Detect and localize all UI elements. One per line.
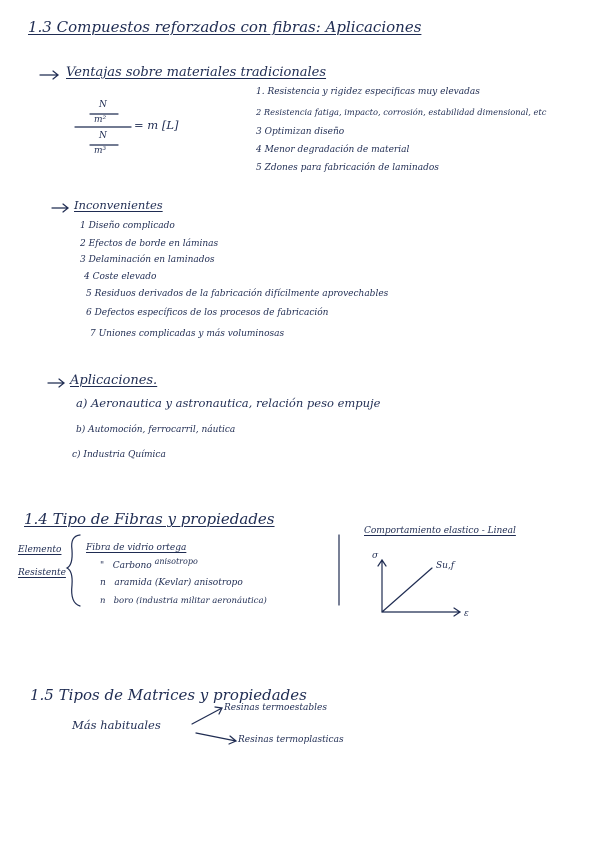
ventaja-item: 1. Resistencia y rigidez especificas muy elevadas xyxy=(256,87,480,97)
fiber-note: anisotropo xyxy=(154,557,198,566)
ventaja-item: 2 Resistencia fatiga, impacto, corrosión, estabilidad dimensional, etc xyxy=(256,107,547,117)
ventaja-item: 5 Zdones para fabricación de laminados xyxy=(256,163,439,173)
fraction-num-bottom: m² xyxy=(94,115,107,125)
fiber-row xyxy=(100,579,243,588)
aplicacion-item: b) Automoción, ferrocarril, náutica xyxy=(76,425,236,435)
inconveniente-item: 3 Delaminación en laminados xyxy=(80,255,215,265)
matrices-label: Más habituales xyxy=(72,718,161,732)
arrow-bullet-icon xyxy=(48,379,64,387)
aplicacion-item: c) Industria Química xyxy=(72,450,166,460)
section-1-4-heading: 1.4 Tipo de Fibras y propiedades xyxy=(24,510,275,528)
inconvenientes-title: Inconvenientes xyxy=(74,198,163,212)
inconveniente-item: 5 Residuos derivados de la fabricación difícilmente aprovechables xyxy=(86,289,389,299)
matrix-branch: Resinas termoplasticas xyxy=(238,735,344,745)
inconveniente-item: 7 Uniones complicadas y más voluminosas xyxy=(90,329,285,339)
fiber-mark: n xyxy=(100,596,106,606)
fraction-result: = m [L] xyxy=(134,118,179,132)
graph-point-label: Su,f xyxy=(436,561,455,571)
brace-icon xyxy=(67,535,80,606)
inconveniente-item: 1 Diseño complicado xyxy=(80,221,175,231)
aplicaciones-title: Aplicaciones. xyxy=(70,373,158,388)
fiber-row xyxy=(100,557,198,571)
inconveniente-item: 2 Efectos de borde en láminas xyxy=(80,239,219,249)
graph-title: Comportamiento elastico - Lineal xyxy=(364,526,516,536)
fiber-text: aramida (Kevlar) anisotropo xyxy=(114,578,243,588)
fraction-den-bottom: m³ xyxy=(94,146,107,156)
fraction-den-top: N xyxy=(99,131,107,141)
fiber-row xyxy=(86,544,186,553)
section-1-5-heading: 1.5 Tipos de Matrices y propiedades xyxy=(30,686,307,704)
section-1-3-heading: 1.3 Compuestos reforzados con fibras: Aplicaciones xyxy=(28,18,422,36)
arrow-bullet-icon xyxy=(40,71,58,79)
aplicacion-item: a) Aeronautica y astronautica, relación peso empuje xyxy=(76,396,381,410)
fiber-text: Carbono xyxy=(112,561,152,571)
ventaja-item: 4 Menor degradación de material xyxy=(256,145,410,155)
fiber-mark: n xyxy=(100,578,106,588)
matrix-branch: Resinas termoestables xyxy=(224,703,327,713)
fiber-mark: " xyxy=(100,561,105,571)
ventajas-title: Ventajas sobre materiales tradicionales xyxy=(66,65,327,80)
graph-y-label: σ xyxy=(372,551,379,561)
graph-x-label: ε xyxy=(464,609,469,619)
fiber-text: Fibra de vidrio ortega xyxy=(86,543,187,553)
ventaja-item: 3 Optimizan diseño xyxy=(256,127,345,137)
fiber-text: boro (industria militar aeronáutica) xyxy=(113,596,267,606)
side-label: Resistente xyxy=(18,568,66,578)
side-label: Elemento xyxy=(18,545,62,555)
fiber-row xyxy=(100,597,267,606)
arrow-bullet-icon xyxy=(52,204,68,212)
inconveniente-item: 4 Coste elevado xyxy=(84,272,157,282)
fraction-num-top: N xyxy=(99,100,107,110)
inconveniente-item: 6 Defectos específicos de los procesos de fabricación xyxy=(86,308,329,318)
